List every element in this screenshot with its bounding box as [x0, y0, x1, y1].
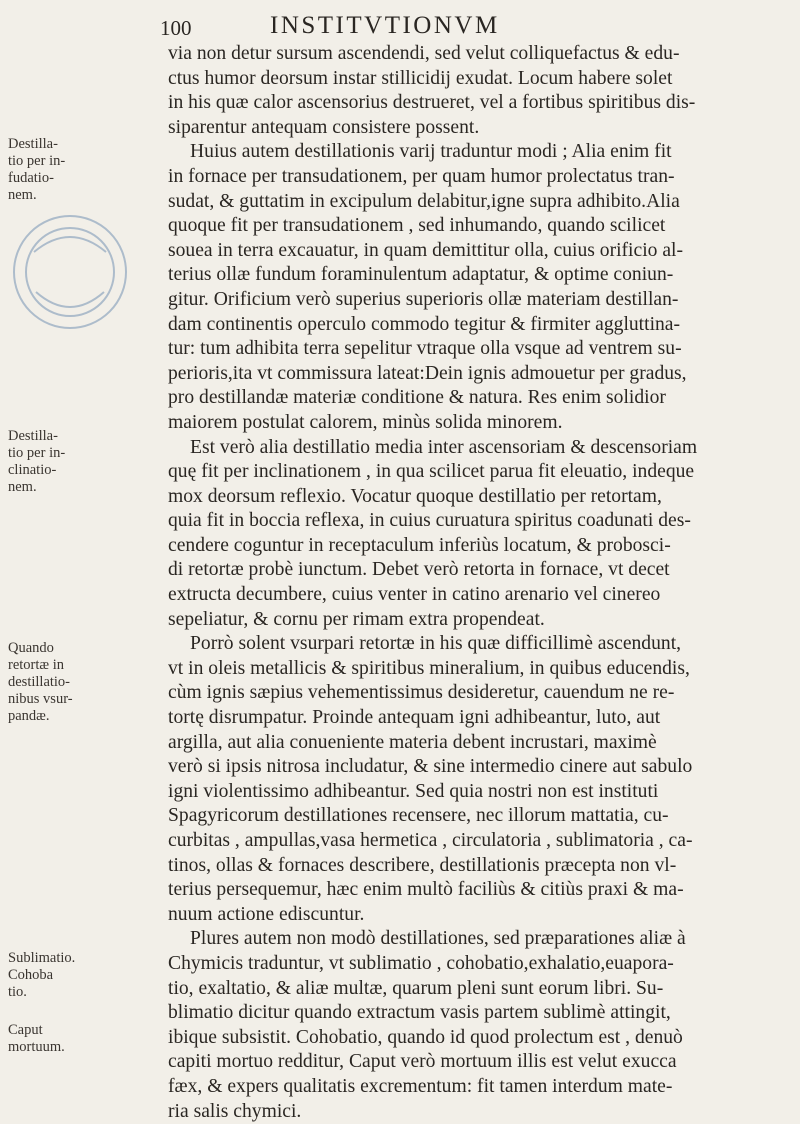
text-line: ria salis chymici.: [168, 1100, 302, 1122]
text-line: Spagyricorum destillationes recensere, nec illorum mattatia, cu-: [168, 805, 669, 827]
text-line: gitur. Orificium verò superius superioris ollæ materiam destillan-: [168, 288, 679, 310]
text-line: perioris,ita vt commissura lateat:Dein ignis admouetur per gradus,: [168, 362, 687, 384]
margin-note-destillatio-transudationem: [8, 136, 140, 204]
text-line: siparentur antequam consistere possent.: [168, 116, 480, 138]
text-line: tortę disrumpatur. Proinde antequam igni adhibeantur, luto, aut: [168, 707, 661, 729]
running-title: INSTITVTIONVM: [270, 12, 500, 39]
text-line: Huius autem destillationis varij traduntur modi ; Alia enim fit: [190, 141, 672, 163]
text-line: Porrò solent vsurpari retortæ in his quæ difficillimè ascendunt,: [190, 633, 682, 655]
body-text: [168, 42, 768, 1124]
text-line: capiti mortuo redditur, Caput verò mortuum illis est velut exucca: [168, 1051, 677, 1073]
margin-note-line: nem.: [8, 479, 37, 495]
text-line: Est verò alia destillatio media inter ascensoriam & descensoriam: [190, 436, 698, 458]
text-line: dam continentis operculo commodo tegitur & firmiter aggluttina-: [168, 313, 681, 335]
page-number: 100: [160, 16, 192, 40]
text-line: verò si ipsis nitrosa includatur, & sine intermedio cinere aut sabulo: [168, 756, 693, 778]
margin-note-line: Quando: [8, 640, 54, 656]
text-line: in his quæ calor ascensorius destrueret, vel a fortibus spiritibus dis-: [168, 92, 696, 114]
text-line: tio, exaltatio, & aliæ multæ, quarum pleni sunt eorum libri. Su-: [168, 977, 664, 999]
text-line: sudat, & guttatim in excipulum delabitur,igne supra adhibito.Alia: [168, 190, 680, 212]
text-line: blimatio dicitur quando extractum vasis partem sublimè attingit,: [168, 1002, 671, 1024]
text-line: quę fit per inclinationem , in qua scilicet parua fit eleuatio, indeque: [168, 461, 695, 483]
text-line: tinos, ollas & fornaces describere, destillationis præcepta non vl-: [168, 854, 677, 876]
margin-note-line: tio per in-: [8, 153, 66, 169]
text-line: fæx, & expers qualitatis excrementum: fit tamen interdum mate-: [168, 1075, 673, 1097]
text-line: di retortæ probè iunctum. Debet verò retorta in fornace, vt decet: [168, 559, 670, 581]
margin-note-line: mortuum.: [8, 1039, 65, 1055]
text-line: terius ollæ fundum foraminulentum adaptatur, & optime coniun-: [168, 264, 674, 286]
page-header: [150, 12, 750, 44]
text-line: via non detur sursum ascendendi, sed velut colliquefactus & edu-: [168, 43, 680, 64]
margin-note-line: Destilla-: [8, 136, 58, 152]
text-line: nuum actione ediscuntur.: [168, 903, 365, 925]
text-line: igni violentissimo adhibeantur. Sed quia nostri non est instituti: [168, 780, 659, 802]
text-line: pro destillandæ materiæ conditione & natura. Res enim solidior: [168, 387, 666, 409]
margin-note-line: destillatio-: [8, 674, 71, 690]
margin-note-line: pandæ.: [8, 708, 50, 724]
margin-note-caput-mortuum: [8, 1022, 140, 1056]
margin-note-line: retortæ in: [8, 657, 64, 673]
text-line: mox deorsum reflexio. Vocatur quoque destillatio per retortam,: [168, 485, 662, 507]
text-line: Chymicis traduntur, vt sublimatio , cohobatio,exhalatio,euapora-: [168, 952, 674, 974]
margin-note-line: nibus vsur-: [8, 691, 73, 707]
text-line: tur: tum adhibita terra sepelitur vtraque olla vsque ad ventrem su-: [168, 338, 682, 360]
text-line: Plures autem non modò destillationes, sed præparationes aliæ à: [190, 928, 686, 950]
text-line: cendere coguntur in receptaculum inferiùs locatum, & probosci-: [168, 534, 671, 556]
text-line: cùm ignis sæpius vehementissimus desideretur, cauendum ne re-: [168, 682, 675, 704]
margin-note-line: fudatio-: [8, 170, 54, 186]
text-line: curbitas , ampullas,vasa hermetica , circulatoria , sublimatoria , ca-: [168, 830, 693, 851]
text-line: extructa decumbere, cuius venter in catino arenario vel cinereo: [168, 584, 661, 606]
text-line: in fornace per transudationem, per quam humor prolectatus tran-: [168, 165, 675, 187]
text-line: vt in oleis metallicis & spiritibus mineralium, in quibus educendis,: [168, 657, 690, 679]
margin-note-line: Destilla-: [8, 428, 58, 444]
margin-note-quando-retortae: [8, 640, 140, 725]
library-stamp-icon: [6, 182, 134, 342]
margin-note-line: clinatio-: [8, 462, 57, 478]
text-line: argilla, aut alia conueniente materia debent incrustari, maximè: [168, 731, 657, 753]
text-line: souea in terra excauatur, in quam demittitur olla, cuius orificio al-: [168, 239, 684, 261]
margin-note-line: Cohoba: [8, 967, 54, 983]
margin-note-line: tio.: [8, 984, 27, 1000]
text-line: quia fit in boccia reflexa, in cuius curuatura spiritus coadunati des-: [168, 510, 691, 532]
text-line: quoque fit per transudationem , sed inhumando, quando scilicet: [168, 215, 666, 237]
text-line: terius persequemur, hæc enim multò faciliùs & citiùs praxi & ma-: [168, 879, 684, 901]
text-line: sepeliatur, & cornu per rimam extra propendeat.: [168, 608, 545, 630]
margin-note-line: nem.: [8, 187, 37, 203]
margin-note-line: Sublimatio.: [8, 950, 76, 966]
margin-note-line: Caput: [8, 1022, 43, 1038]
text-line: ctus humor deorsum instar stillicidij exudat. Locum habere solet: [168, 67, 673, 89]
margin-note-destillatio-inclinationem: [8, 428, 140, 496]
margin-note-sublimatio: [8, 950, 140, 1001]
text-line: maiorem postulat calorem, minùs solida minorem.: [168, 411, 563, 433]
text-line: ibique subsistit. Cohobatio, quando id quod prolectum est , denuò: [168, 1026, 683, 1048]
margin-note-line: tio per in-: [8, 445, 66, 461]
